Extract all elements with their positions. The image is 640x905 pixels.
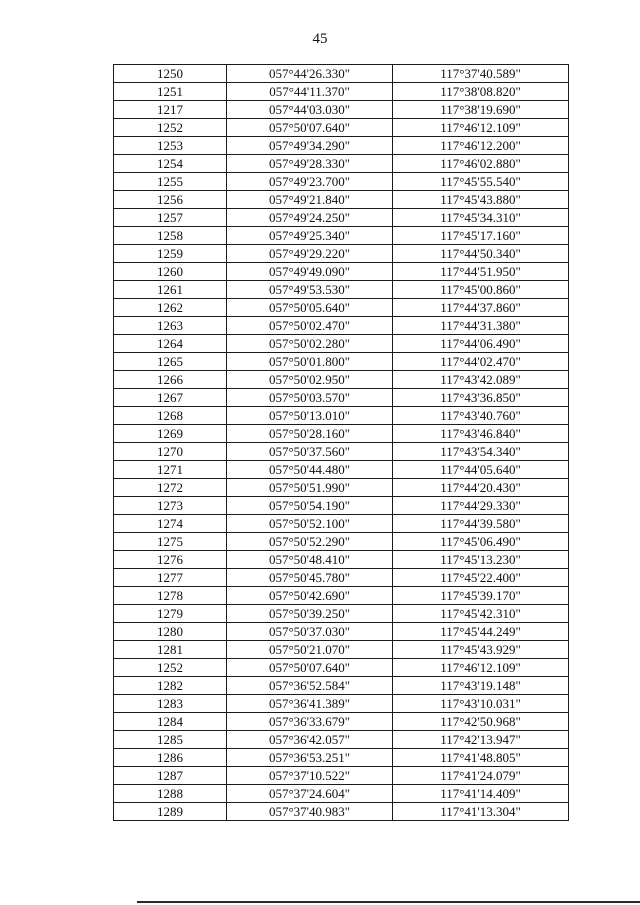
latitude-cell: 057°50'28.160" (227, 425, 393, 443)
latitude-cell: 057°50'39.250" (227, 605, 393, 623)
table-row (114, 65, 569, 83)
table-row (114, 623, 569, 641)
longitude-cell: 117°46'02.880" (393, 155, 569, 173)
longitude-cell: 117°43'36.850" (393, 389, 569, 407)
longitude-cell: 117°43'46.840" (393, 425, 569, 443)
table-row (114, 479, 569, 497)
point-number-cell: 1289 (114, 803, 227, 821)
latitude-cell: 057°49'34.290" (227, 137, 393, 155)
latitude-cell: 057°50'07.640" (227, 119, 393, 137)
latitude-cell: 057°50'44.480" (227, 461, 393, 479)
longitude-cell: 117°45'43.880" (393, 191, 569, 209)
table-row (114, 299, 569, 317)
point-number-cell: 1271 (114, 461, 227, 479)
point-number-cell: 1285 (114, 731, 227, 749)
table-row (114, 371, 569, 389)
longitude-cell: 117°45'43.929" (393, 641, 569, 659)
point-number-cell: 1252 (114, 119, 227, 137)
latitude-cell: 057°50'37.560" (227, 443, 393, 461)
table-row (114, 551, 569, 569)
point-number-cell: 1268 (114, 407, 227, 425)
longitude-cell: 117°45'42.310" (393, 605, 569, 623)
point-number-cell: 1281 (114, 641, 227, 659)
table-row (114, 443, 569, 461)
longitude-cell: 117°46'12.109" (393, 659, 569, 677)
latitude-cell: 057°50'37.030" (227, 623, 393, 641)
longitude-cell: 117°45'13.230" (393, 551, 569, 569)
longitude-cell: 117°44'29.330" (393, 497, 569, 515)
latitude-cell: 057°37'40.983" (227, 803, 393, 821)
latitude-cell: 057°49'29.220" (227, 245, 393, 263)
latitude-cell: 057°44'26.330" (227, 65, 393, 83)
latitude-cell: 057°50'13.010" (227, 407, 393, 425)
longitude-cell: 117°45'17.160" (393, 227, 569, 245)
latitude-cell: 057°36'53.251" (227, 749, 393, 767)
table-row (114, 209, 569, 227)
point-number-cell: 1267 (114, 389, 227, 407)
latitude-cell: 057°44'03.030" (227, 101, 393, 119)
coordinates-table (113, 64, 569, 821)
table-row (114, 767, 569, 785)
table-row (114, 83, 569, 101)
table-row (114, 713, 569, 731)
longitude-cell: 117°44'37.860" (393, 299, 569, 317)
point-number-cell: 1274 (114, 515, 227, 533)
table-row (114, 425, 569, 443)
longitude-cell: 117°44'39.580" (393, 515, 569, 533)
longitude-cell: 117°44'06.490" (393, 335, 569, 353)
latitude-cell: 057°50'02.950" (227, 371, 393, 389)
longitude-cell: 117°42'50.968" (393, 713, 569, 731)
table-row (114, 461, 569, 479)
longitude-cell: 117°45'06.490" (393, 533, 569, 551)
table-row (114, 803, 569, 821)
longitude-cell: 117°37'40.589" (393, 65, 569, 83)
table-row (114, 227, 569, 245)
point-number-cell: 1257 (114, 209, 227, 227)
table-row (114, 191, 569, 209)
point-number-cell: 1277 (114, 569, 227, 587)
point-number-cell: 1264 (114, 335, 227, 353)
point-number-cell: 1273 (114, 497, 227, 515)
table-row (114, 605, 569, 623)
latitude-cell: 057°50'54.190" (227, 497, 393, 515)
coordinates-table-body (114, 65, 569, 821)
table-row (114, 389, 569, 407)
longitude-cell: 117°41'13.304" (393, 803, 569, 821)
longitude-cell: 117°43'54.340" (393, 443, 569, 461)
longitude-cell: 117°45'55.540" (393, 173, 569, 191)
point-number-cell: 1253 (114, 137, 227, 155)
table-row (114, 659, 569, 677)
latitude-cell: 057°36'52.584" (227, 677, 393, 695)
latitude-cell: 057°36'41.389" (227, 695, 393, 713)
longitude-cell: 117°44'51.950" (393, 263, 569, 281)
point-number-cell: 1260 (114, 263, 227, 281)
latitude-cell: 057°50'52.290" (227, 533, 393, 551)
longitude-cell: 117°41'14.409" (393, 785, 569, 803)
table-row (114, 497, 569, 515)
latitude-cell: 057°50'45.780" (227, 569, 393, 587)
latitude-cell: 057°50'07.640" (227, 659, 393, 677)
latitude-cell: 057°49'28.330" (227, 155, 393, 173)
table-row (114, 119, 569, 137)
page-number: 45 (312, 31, 328, 47)
latitude-cell: 057°49'53.530" (227, 281, 393, 299)
point-number-cell: 1269 (114, 425, 227, 443)
table-row (114, 317, 569, 335)
table-row (114, 353, 569, 371)
table-row (114, 677, 569, 695)
table-row (114, 407, 569, 425)
table-row (114, 641, 569, 659)
longitude-cell: 117°38'08.820" (393, 83, 569, 101)
longitude-cell: 117°45'22.400" (393, 569, 569, 587)
point-number-cell: 1279 (114, 605, 227, 623)
table-row (114, 155, 569, 173)
bottom-rule (137, 901, 640, 903)
longitude-cell: 117°42'13.947" (393, 731, 569, 749)
point-number-cell: 1275 (114, 533, 227, 551)
longitude-cell: 117°44'50.340" (393, 245, 569, 263)
longitude-cell: 117°45'34.310" (393, 209, 569, 227)
table-row (114, 731, 569, 749)
latitude-cell: 057°49'49.090" (227, 263, 393, 281)
latitude-cell: 057°50'21.070" (227, 641, 393, 659)
point-number-cell: 1256 (114, 191, 227, 209)
point-number-cell: 1288 (114, 785, 227, 803)
point-number-cell: 1261 (114, 281, 227, 299)
point-number-cell: 1254 (114, 155, 227, 173)
longitude-cell: 117°46'12.200" (393, 137, 569, 155)
point-number-cell: 1282 (114, 677, 227, 695)
point-number-cell: 1283 (114, 695, 227, 713)
point-number-cell: 1280 (114, 623, 227, 641)
table-row (114, 515, 569, 533)
longitude-cell: 117°45'00.860" (393, 281, 569, 299)
point-number-cell: 1278 (114, 587, 227, 605)
point-number-cell: 1259 (114, 245, 227, 263)
point-number-cell: 1284 (114, 713, 227, 731)
table-row (114, 533, 569, 551)
table-row (114, 569, 569, 587)
point-number-cell: 1251 (114, 83, 227, 101)
point-number-cell: 1255 (114, 173, 227, 191)
table-row (114, 281, 569, 299)
table-row (114, 101, 569, 119)
longitude-cell: 117°44'31.380" (393, 317, 569, 335)
latitude-cell: 057°37'10.522" (227, 767, 393, 785)
table-row (114, 335, 569, 353)
latitude-cell: 057°50'42.690" (227, 587, 393, 605)
latitude-cell: 057°49'24.250" (227, 209, 393, 227)
point-number-cell: 1262 (114, 299, 227, 317)
longitude-cell: 117°38'19.690" (393, 101, 569, 119)
point-number-cell: 1272 (114, 479, 227, 497)
table-row (114, 587, 569, 605)
point-number-cell: 1287 (114, 767, 227, 785)
latitude-cell: 057°50'52.100" (227, 515, 393, 533)
latitude-cell: 057°50'48.410" (227, 551, 393, 569)
latitude-cell: 057°37'24.604" (227, 785, 393, 803)
table-row (114, 785, 569, 803)
point-number-cell: 1252 (114, 659, 227, 677)
table-row (114, 749, 569, 767)
longitude-cell: 117°43'10.031" (393, 695, 569, 713)
longitude-cell: 117°41'48.805" (393, 749, 569, 767)
point-number-cell: 1258 (114, 227, 227, 245)
point-number-cell: 1286 (114, 749, 227, 767)
latitude-cell: 057°50'02.470" (227, 317, 393, 335)
latitude-cell: 057°49'21.840" (227, 191, 393, 209)
latitude-cell: 057°49'25.340" (227, 227, 393, 245)
latitude-cell: 057°50'05.640" (227, 299, 393, 317)
table-row (114, 695, 569, 713)
longitude-cell: 117°45'44.249" (393, 623, 569, 641)
latitude-cell: 057°50'51.990" (227, 479, 393, 497)
longitude-cell: 117°41'24.079" (393, 767, 569, 785)
point-number-cell: 1217 (114, 101, 227, 119)
table-row (114, 173, 569, 191)
longitude-cell: 117°44'20.430" (393, 479, 569, 497)
longitude-cell: 117°43'19.148" (393, 677, 569, 695)
table-row (114, 245, 569, 263)
longitude-cell: 117°46'12.109" (393, 119, 569, 137)
latitude-cell: 057°36'33.679" (227, 713, 393, 731)
point-number-cell: 1270 (114, 443, 227, 461)
longitude-cell: 117°44'05.640" (393, 461, 569, 479)
latitude-cell: 057°49'23.700" (227, 173, 393, 191)
latitude-cell: 057°50'02.280" (227, 335, 393, 353)
point-number-cell: 1263 (114, 317, 227, 335)
longitude-cell: 117°43'40.760" (393, 407, 569, 425)
point-number-cell: 1266 (114, 371, 227, 389)
longitude-cell: 117°45'39.170" (393, 587, 569, 605)
point-number-cell: 1265 (114, 353, 227, 371)
table-row (114, 137, 569, 155)
latitude-cell: 057°50'03.570" (227, 389, 393, 407)
longitude-cell: 117°43'42.089" (393, 371, 569, 389)
latitude-cell: 057°50'01.800" (227, 353, 393, 371)
longitude-cell: 117°44'02.470" (393, 353, 569, 371)
latitude-cell: 057°36'42.057" (227, 731, 393, 749)
latitude-cell: 057°44'11.370" (227, 83, 393, 101)
point-number-cell: 1250 (114, 65, 227, 83)
point-number-cell: 1276 (114, 551, 227, 569)
table-row (114, 263, 569, 281)
